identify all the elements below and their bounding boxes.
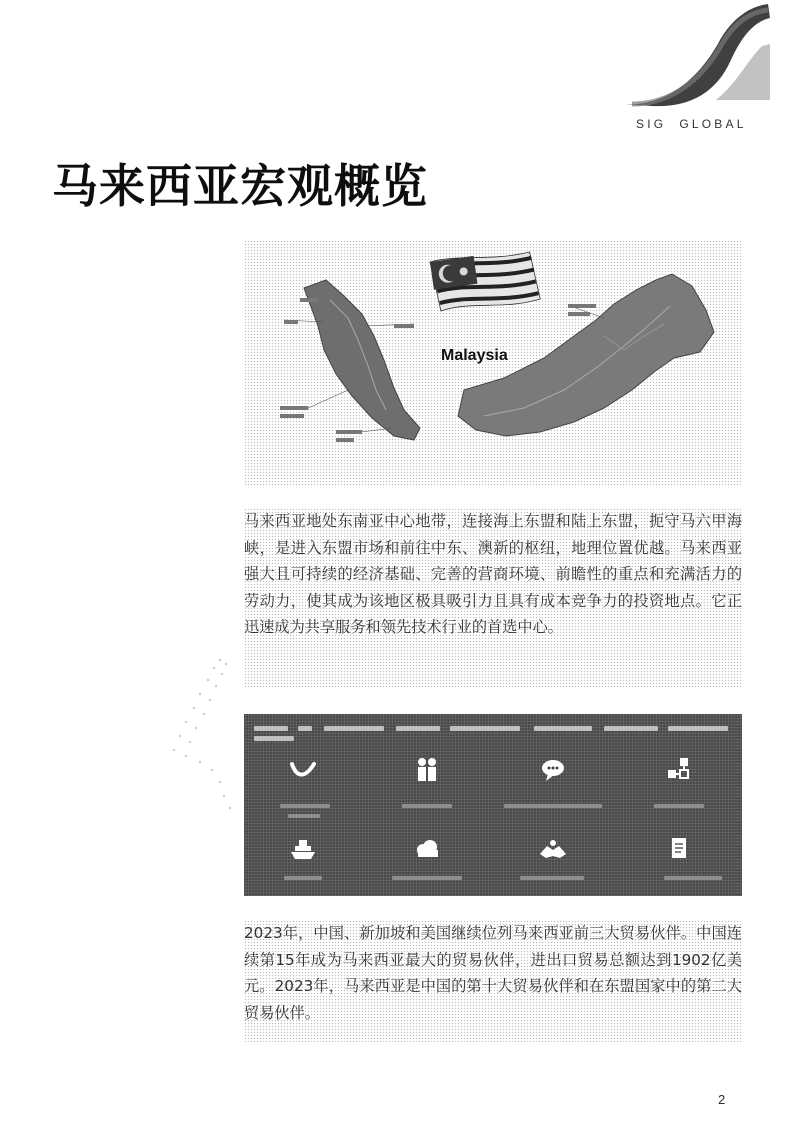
map-place-marker [568,312,590,316]
brand-name: SIG GLOBAL [636,117,747,131]
phone-icon [288,754,318,784]
map-place-marker [336,430,362,434]
intro-paragraph: 马来西亚地处东南亚中心地带，连接海上东盟和陆上东盟，扼守马六甲海峡，是进入东盟市场和前往中东、澳新的枢纽，地理位置优越。马来西亚强大且可持续的经济基础、完善的营商环境、前瞻性的重点和充满活力的劳动力，使其成为该地区极具吸引力且具有成本竞争力的投资地点。它正迅速成为共享服务和领先技术行业的首选中心。 [244,512,742,636]
trade-paragraph-box [244,920,742,1042]
intro-paragraph-box [244,508,742,688]
map-place-marker [280,406,308,410]
page-title: 马来西亚宏观概览 [52,159,428,213]
chat-bubble-icon [538,754,568,784]
decorative-dots [160,650,240,820]
malaysia-map [244,240,742,486]
map-place-marker [336,438,354,442]
map-place-marker [568,304,596,308]
network-icon [664,754,694,784]
wave-swoosh-logo [612,0,772,110]
handshake-icon [538,834,568,864]
map-place-marker [394,324,414,328]
map-label: Malaysia [441,347,508,364]
ship-icon [288,834,318,864]
trade-paragraph: 2023年，中国、新加坡和美国继续位列马来西亚前三大贸易伙伴。中国连续第15年成为马来西亚最大的贸易伙伴，进出口贸易总额达到1902亿美元。2023年，马来西亚是中国的第十大贸易伙伴和在东盟国家中的第二大贸易伙伴。 [244,924,742,1022]
infographic-header [244,714,742,744]
people-icon [412,754,442,784]
document-icon [664,834,694,864]
page-number: 2 [718,1092,726,1107]
cloud-icon [412,834,442,864]
economy-infographic [244,714,742,896]
map-place-marker [284,320,298,324]
map-place-marker [280,414,304,418]
peninsula-shape [304,280,420,440]
malaysia-flag-icon [430,247,541,315]
map-place-marker [300,298,318,302]
